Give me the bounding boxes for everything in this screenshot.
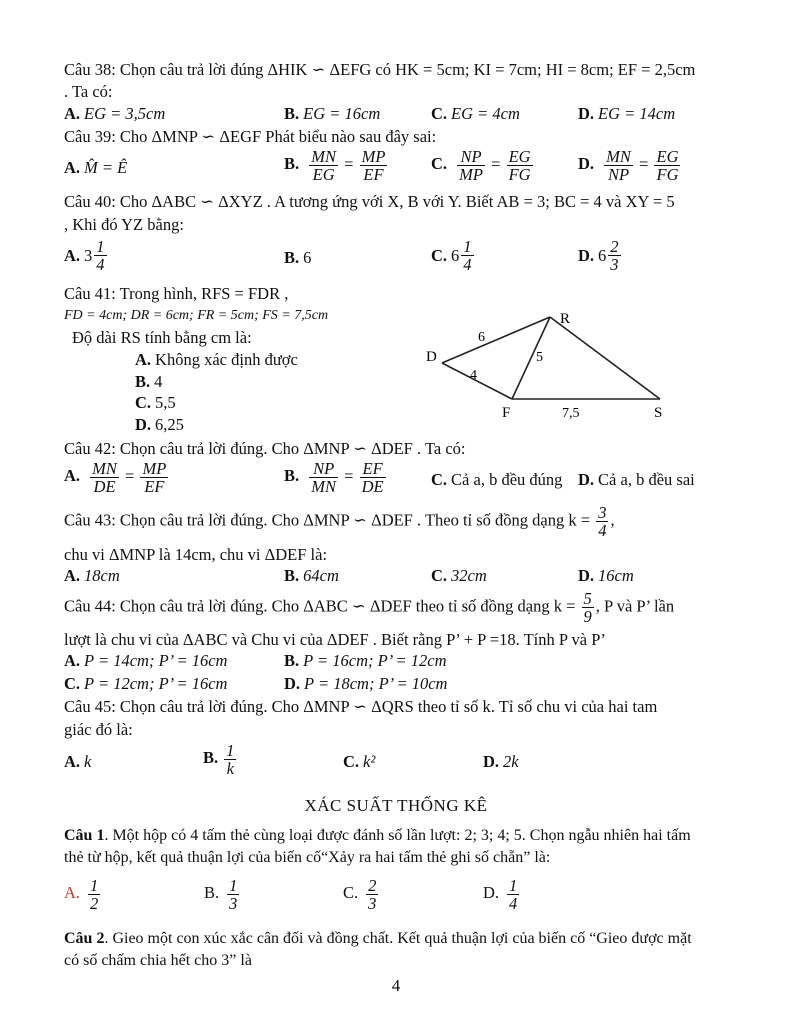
segment-fr bbox=[512, 317, 550, 399]
q45-option-b: B. $\frac{1}{k}$ bbox=[203, 741, 235, 778]
q43-option-b: B. 64cm bbox=[284, 566, 339, 585]
q43-stem-cont: chu vi ΔMNP là 14cm, chu vi ΔDEF là: bbox=[64, 545, 328, 564]
q44-option-a: A. P = 14cm; P’ = 16cm bbox=[64, 651, 228, 670]
q43-option-a: A. 18cm bbox=[64, 566, 120, 585]
q43-option-d: D. 16cm bbox=[578, 566, 634, 585]
q38-stem: Câu 38: Chọn câu trả lời đúng ΔHIK ∽ ΔEFG có HK = 5cm; KI = 7cm; HI = 8cm; EF = 2,5cm bbox=[64, 60, 696, 79]
q38-stem-cont: . Ta có: bbox=[64, 82, 113, 101]
q41-question: Độ dài RS tính bằng cm là: bbox=[72, 328, 252, 347]
q45-option-d: D. 2k bbox=[483, 752, 519, 771]
q45-stem: Câu 45: Chọn câu trả lời đúng. Cho ΔMNP ∽ ΔQRS theo tỉ số k. Tỉ số chu vi của hai tam bbox=[64, 697, 658, 716]
q45-option-a: A. k bbox=[64, 752, 92, 771]
q39-option-c: C. $\frac{NP}{MP}$ = $\frac{EG}{FG}$ bbox=[431, 147, 531, 184]
q41-stem: Câu 41: Trong hình, RFS = FDR , bbox=[64, 284, 289, 303]
length-fr: 5 bbox=[536, 350, 543, 365]
label-d: D bbox=[426, 349, 437, 365]
p1-option-b: B. $\frac{1}{3}$ bbox=[204, 876, 238, 913]
section-title: XÁC SUẤT THỐNG KÊ bbox=[304, 796, 488, 815]
q39-option-d: D. $\frac{MN}{NP}$ = $\frac{EG}{FG}$ bbox=[578, 147, 679, 184]
q42-option-d: D. Cả a, b đều sai bbox=[578, 470, 695, 489]
q44-stem-cont: lượt là chu vi của ΔABC và Chu vi của ΔDEF . Biết rằng P’ + P =18. Tính P và P’ bbox=[64, 630, 606, 649]
q40-option-a: A. 3 $\frac{1}{4}$ bbox=[64, 237, 105, 274]
q43-option-c: C. 32cm bbox=[431, 566, 487, 585]
q45-stem-cont: giác đó là: bbox=[64, 720, 133, 739]
q43-stem: Câu 43: Chọn câu trả lời đúng. Cho ΔMNP ∽ ΔDEF . Theo tỉ số đồng dạng k = $\frac{3}{4}$ , bbox=[64, 503, 615, 540]
q42-option-a: A. $\frac{MN}{DE}$ = $\frac{MP}{EF}$ bbox=[64, 459, 167, 496]
page-number: 4 bbox=[391, 976, 401, 995]
p1-option-c: C. $\frac{2}{3}$ bbox=[343, 876, 377, 913]
q38-option-b: B. EG = 16cm bbox=[284, 104, 381, 123]
q41-option-c: C. 5,5 bbox=[135, 393, 176, 412]
q40-stem: Câu 40: Cho ΔABC ∽ ΔXYZ . A tương ứng với X, B với Y. Biết AB = 3; BC = 4 và XY = 5 bbox=[64, 192, 675, 211]
length-dr: 6 bbox=[478, 330, 485, 345]
q40-option-d: D. 6 $\frac{2}{3}$ bbox=[578, 237, 619, 274]
p2-stem-cont: có số chấm chia hết cho 3” là bbox=[64, 952, 252, 969]
q44-stem: Câu 44: Chọn câu trả lời đúng. Cho ΔABC ∽ ΔDEF theo tỉ số đồng dạng k = $\frac{5}{9}$ , P và P’ lần bbox=[64, 589, 675, 626]
q45-option-c: C. k² bbox=[343, 752, 376, 771]
q39-option-b: B. $\frac{MN}{EG}$ = $\frac{MP}{EF}$ bbox=[284, 147, 386, 184]
p1-stem: Câu 1. Một hộp có 4 tấm thẻ cùng loại được đánh số lần lượt: 2; 3; 4; 5. Chọn ngẫu nhiên hai tấm bbox=[64, 827, 691, 844]
q38-option-c: C. EG = 4cm bbox=[431, 104, 520, 123]
q41-option-d: D. 6,25 bbox=[135, 415, 184, 434]
q41-given: FD = 4cm; DR = 6cm; FR = 5cm; FS = 7,5cm bbox=[64, 308, 329, 323]
q39-option-a: A. M̂ = Ê bbox=[64, 158, 128, 177]
q42-option-c: C. Cả a, b đều đúng bbox=[431, 470, 563, 489]
q44-option-d: D. P = 18cm; P’ = 10cm bbox=[284, 674, 448, 693]
q40-stem-cont: , Khi đó YZ bằng: bbox=[64, 215, 184, 234]
q38-option-a: A. EG = 3,5cm bbox=[64, 104, 166, 123]
segment-dr bbox=[442, 317, 550, 363]
label-r: R bbox=[560, 311, 571, 327]
label-f: F bbox=[502, 405, 511, 421]
segment-df bbox=[442, 363, 512, 399]
q41-triangle-figure bbox=[420, 305, 680, 425]
q44-option-c: C. P = 12cm; P’ = 16cm bbox=[64, 674, 228, 693]
q42-option-b: B. $\frac{NP}{MN}$ = $\frac{EF}{DE}$ bbox=[284, 459, 384, 496]
p1-option-d: D. $\frac{1}{4}$ bbox=[483, 876, 518, 913]
q41-option-b: B. 4 bbox=[135, 372, 163, 391]
q38-option-d: D. EG = 14cm bbox=[578, 104, 676, 123]
q41-option-a: A. Không xác định được bbox=[135, 350, 298, 369]
q39-stem: Câu 39: Cho ΔMNP ∽ ΔEGF Phát biểu nào sau đây sai: bbox=[64, 127, 437, 146]
p2-stem: Câu 2. Gieo một con xúc xắc cân đối và đồng chất. Kết quả thuận lợi của biến cố “Gieo được mặt bbox=[64, 930, 692, 947]
q40-option-c: C. 6 $\frac{1}{4}$ bbox=[431, 237, 472, 274]
p1-option-a: A. $\frac{1}{2}$ bbox=[64, 876, 99, 913]
segment-rs bbox=[550, 317, 660, 399]
q44-option-b: B. P = 16cm; P’ = 12cm bbox=[284, 651, 447, 670]
p1-stem-cont: thẻ từ hộp, kết quả thuận lợi của biến cố“Xảy ra hai tấm thẻ ghi số chẵn” là: bbox=[64, 849, 551, 866]
label-s: S bbox=[654, 405, 663, 421]
q42-stem: Câu 42: Chọn câu trả lời đúng. Cho ΔMNP ∽ ΔDEF . Ta có: bbox=[64, 439, 466, 458]
q40-option-b: B. 6 bbox=[284, 248, 312, 267]
length-fs: 7,5 bbox=[562, 406, 580, 421]
length-df: 4 bbox=[470, 368, 477, 383]
